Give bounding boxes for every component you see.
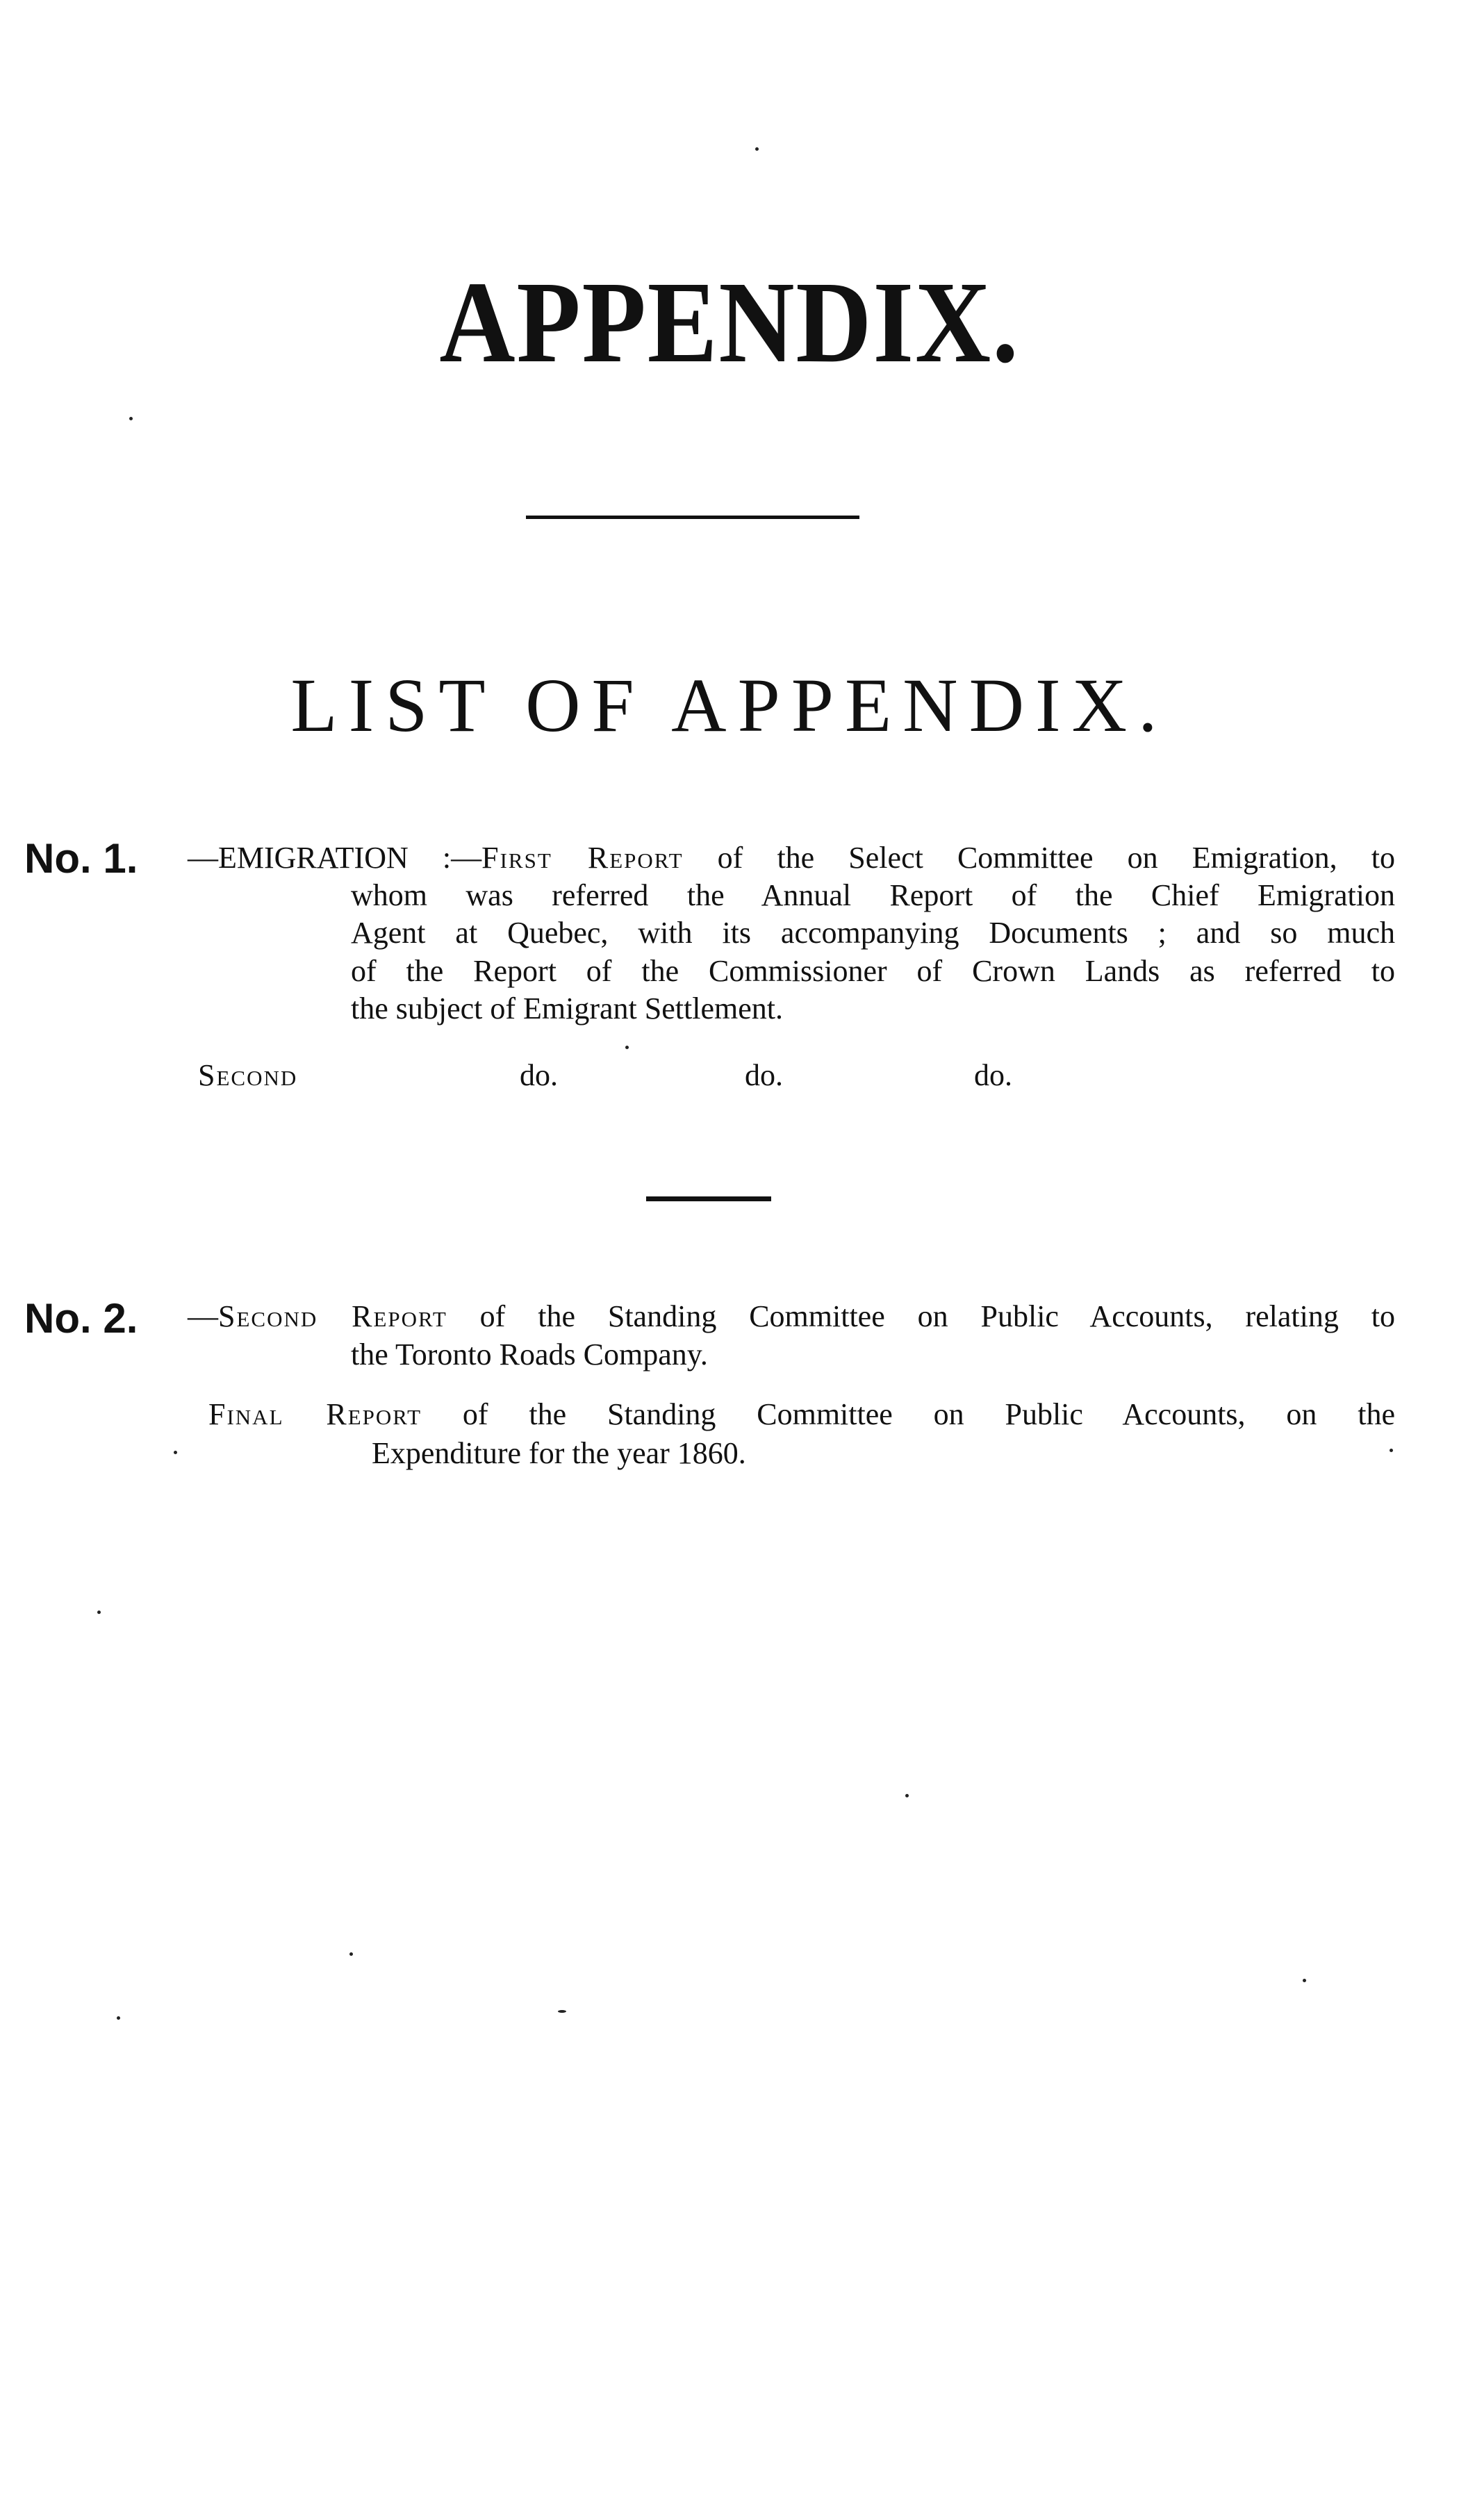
ditto-mark: do.	[974, 1058, 1012, 1092]
entry-1-line-3: Agent at Quebec, with its accompanying Documents ; and so much	[351, 916, 1395, 950]
entry-1-second-label: Second	[198, 1058, 298, 1092]
section-divider	[646, 1196, 771, 1201]
entry-1-line-2: whom was referred the Annual Report of the Chief Emigration	[351, 878, 1395, 912]
entry-2-report-type: Second Report	[218, 1299, 447, 1333]
scan-speck	[625, 1046, 629, 1049]
entry-2-line-1-rest: of the Standing Committee on Public Accounts, relating to	[447, 1299, 1395, 1333]
scan-speck	[1390, 1449, 1393, 1452]
entry-1-line-4: of the Report of the Commissioner of Crown Lands as referred to	[351, 954, 1395, 988]
entry-2-line-2: the Toronto Roads Company.	[351, 1337, 708, 1372]
entry-1-line-1-rest: of the Select Committee on Emigration, to	[683, 841, 1396, 875]
scan-speck	[174, 1451, 177, 1454]
entry-2-final-line-2: Expenditure for the year 1860.	[372, 1436, 746, 1470]
scan-speck	[117, 2016, 120, 2020]
list-heading: LIST OF APPENDIX.	[290, 663, 1169, 748]
entry-1-line-1	[188, 843, 1395, 873]
scan-speck	[349, 1952, 353, 1956]
entry-1-lead: —EMIGRATION :—	[188, 841, 482, 875]
ditto-mark: do.	[520, 1058, 558, 1092]
entry-1-line-5: the subject of Emigrant Settlement.	[351, 991, 783, 1026]
entry-2-lead: —	[188, 1299, 218, 1333]
entry-2-final-line-1	[208, 1399, 1395, 1430]
entry-2-line-1	[188, 1301, 1395, 1332]
entry-2-final-rest: of the Standing Committee on Public Accounts, on the	[422, 1397, 1395, 1431]
scan-speck	[97, 1611, 101, 1614]
scan-speck	[1303, 1979, 1306, 1982]
title-divider	[526, 516, 859, 519]
page-title: APPENDIX.	[439, 258, 1020, 387]
entry-1-report-type: First Report	[481, 841, 684, 875]
entry-2-number: No. 2.	[24, 1295, 138, 1342]
scan-speck	[755, 147, 759, 151]
entry-2-final-report-type: Final Report	[208, 1397, 422, 1431]
ditto-mark: do.	[745, 1058, 783, 1092]
scan-speck	[905, 1794, 909, 1797]
entry-1-number: No. 1.	[24, 835, 138, 882]
scan-speck	[129, 417, 133, 420]
scan-speck	[558, 2010, 566, 2013]
